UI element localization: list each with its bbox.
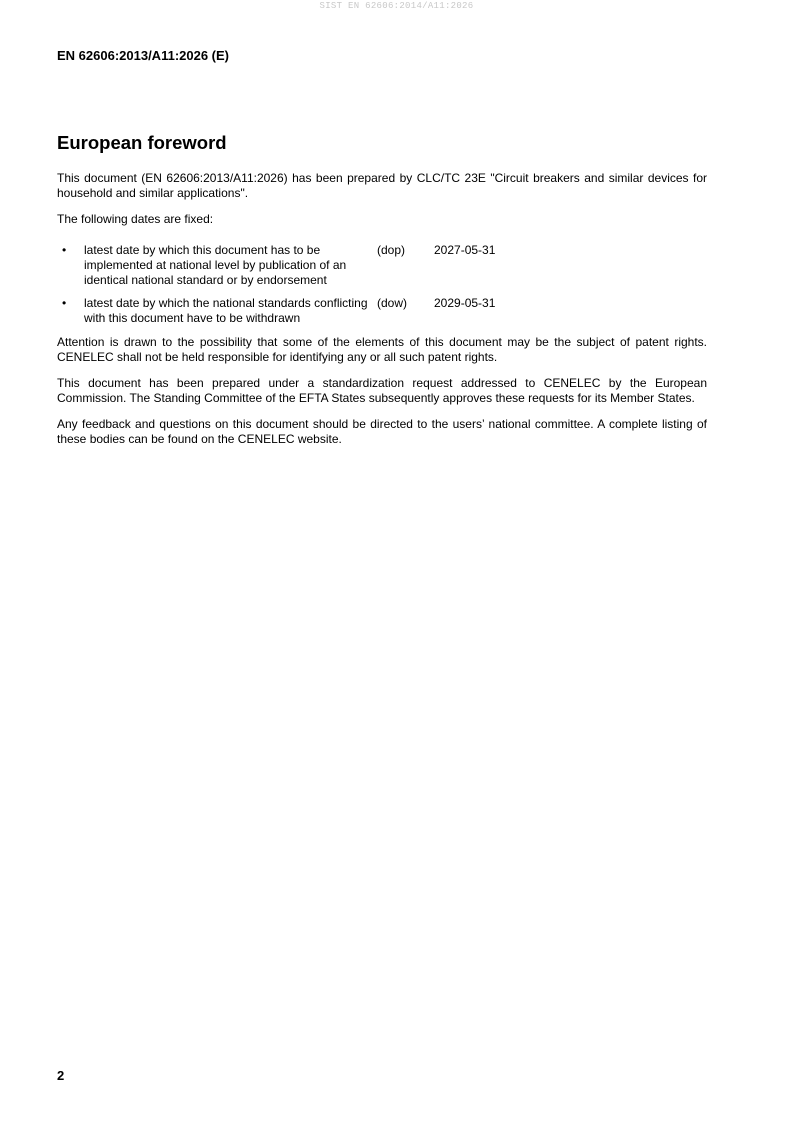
date-row-dop (57, 243, 707, 288)
foreword-intro-paragraph: This document (EN 62606:2013/A11:2026) has been prepared by CLC/TC 23E "Circuit breakers and similar devices for household and similar applications". (57, 171, 707, 200)
dates-intro-paragraph: The following dates are fixed: (57, 212, 214, 226)
date-code: (dow) (377, 296, 408, 310)
feedback-paragraph: Any feedback and questions on this document should be directed to the users’ national committee. A complete listing of these bodies can be found on the CENELEC website. (57, 417, 707, 446)
foreword-title: European foreword (57, 132, 227, 153)
date-description: latest date by which this document has to be implemented at national level by publication of an identical national standard or by endorsement (84, 243, 347, 287)
page-number: 2 (57, 1068, 65, 1083)
watermark: SIST EN 62606:2014/A11:2026 (319, 1, 474, 11)
bullet-icon: • (62, 296, 67, 310)
patent-paragraph: Attention is drawn to the possibility that some of the elements of this document may be the subject of patent rights. CENELEC shall not be held responsible for identifying any or all such patent rights. (57, 335, 707, 364)
date-description: latest date by which the national standards conflicting with this document have to be withdrawn (84, 296, 368, 325)
date-value: 2029-05-31 (434, 296, 496, 310)
date-row-dow (57, 296, 707, 326)
document-id-header: EN 62606:2013/A11:2026 (E) (57, 48, 230, 63)
date-code: (dop) (377, 243, 406, 257)
foreword-section (57, 132, 707, 458)
date-value: 2027-05-31 (434, 243, 496, 257)
standardization-paragraph: This document has been prepared under a standardization request addressed to CENELEC by the European Commission. The Standing Committee of the EFTA States subsequently approves these requests for its Member States. (57, 376, 707, 405)
dates-list (57, 243, 707, 326)
bullet-icon: • (62, 243, 67, 257)
